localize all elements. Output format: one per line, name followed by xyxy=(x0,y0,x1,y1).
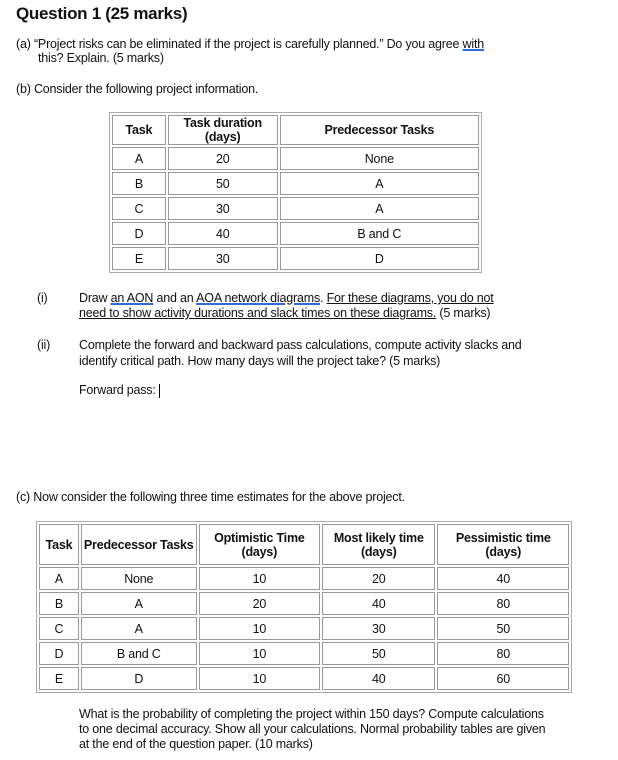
forward-pass-label: Forward pass: xyxy=(79,383,156,397)
table-cell: 20 xyxy=(199,592,321,615)
part-c-text: Now consider the following three time estimates for the above project. xyxy=(33,490,405,504)
forward-pass-input[interactable] xyxy=(79,383,160,398)
aoa-text: AOA network diagrams xyxy=(196,291,320,305)
table-cell: E xyxy=(112,247,166,270)
sub-ii-label: (ii) xyxy=(37,338,51,352)
table-cell: B xyxy=(112,172,166,195)
table-row xyxy=(39,592,569,615)
sub-ii-line1: Complete the forward and backward pass calculations, compute activity slacks and xyxy=(79,338,522,352)
text: Draw xyxy=(79,291,108,305)
table-cell: 40 xyxy=(168,222,278,245)
part-b-label: (b) xyxy=(16,82,31,96)
table-row xyxy=(112,197,479,220)
table-row xyxy=(39,642,569,665)
table-cell: 80 xyxy=(437,642,569,665)
table-cell: 50 xyxy=(437,617,569,640)
part-a-text: “Project risks can be eliminated if the project is carefully planned.” Do you agree xyxy=(33,37,460,51)
table-cell: 20 xyxy=(322,567,435,590)
table-cell: 20 xyxy=(168,147,278,170)
closing-line2: to one decimal accuracy. Show all your calculations. Normal probability tables are given xyxy=(79,722,546,736)
table-cell: 10 xyxy=(199,667,321,690)
table-row xyxy=(39,567,569,590)
part-c xyxy=(16,490,405,505)
table-cell: 30 xyxy=(168,197,278,220)
table-cell: 10 xyxy=(199,617,321,640)
column-header: Pessimistic time (days) xyxy=(437,524,569,565)
table-cell: 60 xyxy=(437,667,569,690)
sub-ii-line2: identify critical path. How many days will the project take? (5 marks) xyxy=(79,354,441,368)
table-row xyxy=(39,667,569,690)
marks-text: (5 marks) xyxy=(436,306,491,320)
estimates-table xyxy=(36,521,572,693)
part-b-text: Consider the following project information. xyxy=(33,82,259,96)
part-b xyxy=(16,82,258,97)
question-title: Question 1 (25 marks) xyxy=(16,4,188,23)
table-cell: C xyxy=(112,197,166,220)
column-header: Task duration (days) xyxy=(168,115,278,145)
table-cell: A xyxy=(280,197,479,220)
text: and an xyxy=(156,291,194,305)
table-cell: 40 xyxy=(437,567,569,590)
table-cell: B and C xyxy=(280,222,479,245)
closing-line3: at the end of the question paper. (10 marks) xyxy=(79,737,313,751)
spellcheck-word: with xyxy=(462,37,484,51)
table-cell: 30 xyxy=(168,247,278,270)
table-cell: 80 xyxy=(437,592,569,615)
table-cell: C xyxy=(39,617,79,640)
table-row xyxy=(39,617,569,640)
underlined-text: need to show activity durations and slack times on these diagrams. xyxy=(79,306,437,320)
table-cell: D xyxy=(280,247,479,270)
table-row xyxy=(112,222,479,245)
table-cell: A xyxy=(39,567,79,590)
table-cell: 10 xyxy=(199,642,321,665)
table-cell: 40 xyxy=(322,592,435,615)
table-cell: 50 xyxy=(322,642,435,665)
table-cell: A xyxy=(112,147,166,170)
table-cell: None xyxy=(81,567,197,590)
column-header: Predecessor Tasks xyxy=(280,115,479,145)
table-row xyxy=(112,247,479,270)
sub-i-line2 xyxy=(79,306,490,321)
table-cell: None xyxy=(280,147,479,170)
text-cursor xyxy=(159,384,160,398)
table-row xyxy=(112,172,479,195)
underlined-text: For these diagrams, you do not xyxy=(326,291,494,305)
table-cell: B xyxy=(39,592,79,615)
column-header: Task xyxy=(112,115,166,145)
column-header: Predecessor Tasks xyxy=(81,524,197,565)
part-a-label: (a) xyxy=(16,37,31,51)
table-cell: A xyxy=(81,617,197,640)
part-a-line2: this? Explain. (5 marks) xyxy=(38,51,164,65)
sub-i-text xyxy=(79,291,494,306)
table-cell: B and C xyxy=(81,642,197,665)
table-cell: D xyxy=(81,667,197,690)
column-header: Optimistic Time (days) xyxy=(199,524,321,565)
table-cell: 10 xyxy=(199,567,321,590)
table-cell: 30 xyxy=(322,617,435,640)
column-header: Most likely time (days) xyxy=(322,524,435,565)
part-a xyxy=(16,37,484,52)
table-cell: 50 xyxy=(168,172,278,195)
table-cell: E xyxy=(39,667,79,690)
closing-line1: What is the probability of completing the project within 150 days? Compute calculations xyxy=(79,707,544,721)
table-cell: A xyxy=(280,172,479,195)
project-table xyxy=(109,112,482,273)
part-c-label: (c) xyxy=(16,490,30,504)
table-cell: 40 xyxy=(322,667,435,690)
table-row xyxy=(112,147,479,170)
table-cell: A xyxy=(81,592,197,615)
table-cell: D xyxy=(112,222,166,245)
table-cell: D xyxy=(39,642,79,665)
aon-text: an AON xyxy=(110,291,154,305)
sub-i-label: (i) xyxy=(37,291,48,305)
text: . xyxy=(320,291,324,305)
column-header: Task xyxy=(39,524,79,565)
